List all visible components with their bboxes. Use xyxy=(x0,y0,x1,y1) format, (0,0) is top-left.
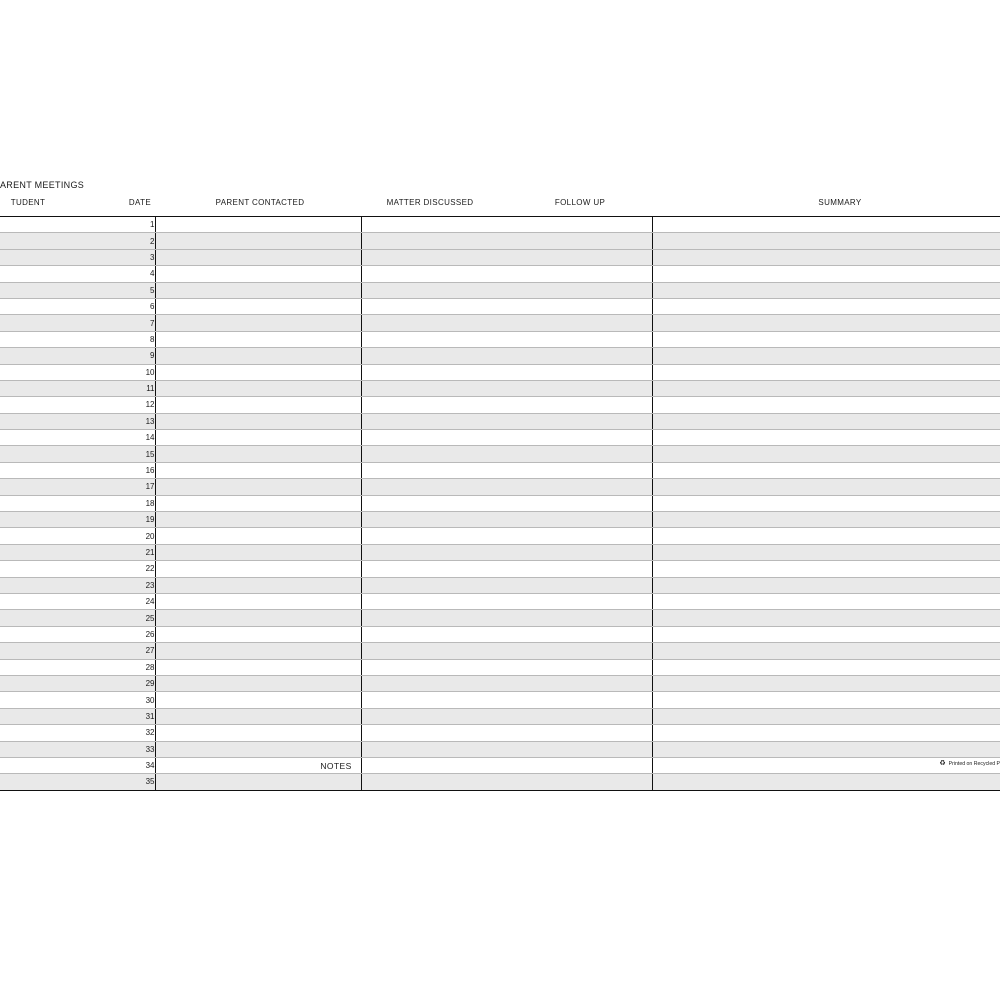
row-number-cell: 32 xyxy=(0,725,155,741)
summary-cell[interactable] xyxy=(652,364,1000,380)
row-number-cell: 4 xyxy=(0,266,155,282)
row-number-cell: 15 xyxy=(0,446,155,462)
summary-cell[interactable] xyxy=(652,479,1000,495)
row-number-cell: 20 xyxy=(0,528,155,544)
summary-cell[interactable] xyxy=(652,282,1000,298)
row-number-cell: 11 xyxy=(0,380,155,396)
row-number-cell: 26 xyxy=(0,626,155,642)
matter-discussed-cell[interactable] xyxy=(361,462,652,478)
summary-cell[interactable] xyxy=(652,577,1000,593)
table-row xyxy=(0,659,1000,675)
summary-cell[interactable] xyxy=(652,217,1000,233)
summary-cell[interactable] xyxy=(652,675,1000,691)
column-header-date: DATE xyxy=(128,198,152,207)
row-number-cell: 19 xyxy=(0,512,155,528)
table-row xyxy=(0,331,1000,347)
matter-discussed-cell[interactable] xyxy=(361,266,652,282)
date-cell[interactable] xyxy=(155,774,361,790)
row-number-cell: 23 xyxy=(0,577,155,593)
row-number-cell: 8 xyxy=(0,331,155,347)
summary-cell[interactable] xyxy=(652,331,1000,347)
summary-cell[interactable] xyxy=(652,380,1000,396)
table-row xyxy=(0,708,1000,724)
summary-cell[interactable] xyxy=(652,397,1000,413)
row-number-cell: 6 xyxy=(0,298,155,314)
column-header-student: TUDENT xyxy=(10,198,46,207)
matter-discussed-cell[interactable] xyxy=(361,561,652,577)
table-row xyxy=(0,692,1000,708)
form-table xyxy=(0,217,1000,790)
page-title: ARENT MEETINGS xyxy=(0,180,85,190)
row-number-cell: 24 xyxy=(0,593,155,609)
matter-discussed-cell[interactable] xyxy=(361,479,652,495)
date-cell[interactable] xyxy=(155,266,361,282)
matter-discussed-cell[interactable] xyxy=(361,249,652,265)
column-header-parent-contacted: PARENT CONTACTED xyxy=(215,198,305,207)
table-row xyxy=(0,282,1000,298)
summary-cell[interactable] xyxy=(652,348,1000,364)
summary-cell[interactable] xyxy=(652,249,1000,265)
summary-cell[interactable] xyxy=(652,512,1000,528)
matter-discussed-cell[interactable] xyxy=(361,708,652,724)
row-number-cell: 22 xyxy=(0,561,155,577)
matter-discussed-cell[interactable] xyxy=(361,298,652,314)
row-number-cell: 16 xyxy=(0,462,155,478)
matter-discussed-cell[interactable] xyxy=(361,643,652,659)
column-header-row xyxy=(0,198,1000,216)
matter-discussed-cell[interactable] xyxy=(361,610,652,626)
matter-discussed-cell[interactable] xyxy=(361,364,652,380)
row-number-cell: 27 xyxy=(0,643,155,659)
matter-discussed-cell[interactable] xyxy=(361,675,652,691)
summary-cell[interactable] xyxy=(652,462,1000,478)
table-row xyxy=(0,643,1000,659)
matter-discussed-cell[interactable] xyxy=(361,544,652,560)
row-number-cell: 28 xyxy=(0,659,155,675)
matter-discussed-cell[interactable] xyxy=(361,495,652,511)
table-row xyxy=(0,774,1000,790)
table-row xyxy=(0,397,1000,413)
table-row xyxy=(0,380,1000,396)
summary-cell[interactable] xyxy=(652,692,1000,708)
table-row xyxy=(0,675,1000,691)
date-cell[interactable] xyxy=(155,610,361,626)
summary-cell[interactable] xyxy=(652,430,1000,446)
row-number-cell: 33 xyxy=(0,741,155,757)
date-cell[interactable] xyxy=(155,364,361,380)
date-cell[interactable] xyxy=(155,725,361,741)
table-row xyxy=(0,577,1000,593)
summary-cell[interactable] xyxy=(652,725,1000,741)
table-row xyxy=(0,430,1000,446)
table-row xyxy=(0,528,1000,544)
date-cell[interactable] xyxy=(155,298,361,314)
date-cell[interactable] xyxy=(155,528,361,544)
table-row xyxy=(0,217,1000,233)
row-number-cell: 25 xyxy=(0,610,155,626)
row-number-cell: 7 xyxy=(0,315,155,331)
date-cell[interactable] xyxy=(155,659,361,675)
date-cell[interactable] xyxy=(155,675,361,691)
table-row xyxy=(0,512,1000,528)
summary-cell[interactable] xyxy=(652,593,1000,609)
date-cell[interactable] xyxy=(155,446,361,462)
row-number-cell: 35 xyxy=(0,774,155,790)
table-row xyxy=(0,364,1000,380)
row-number-cell: 2 xyxy=(0,233,155,249)
matter-discussed-cell[interactable] xyxy=(361,380,652,396)
matter-discussed-cell[interactable] xyxy=(361,659,652,675)
table-row xyxy=(0,462,1000,478)
row-number-cell: 14 xyxy=(0,430,155,446)
table-row xyxy=(0,413,1000,429)
summary-cell[interactable] xyxy=(652,528,1000,544)
table-row xyxy=(0,249,1000,265)
summary-cell[interactable] xyxy=(652,315,1000,331)
matter-discussed-cell[interactable] xyxy=(361,774,652,790)
summary-cell[interactable] xyxy=(652,626,1000,642)
table-row xyxy=(0,233,1000,249)
date-cell[interactable] xyxy=(155,577,361,593)
row-number-cell: 1 xyxy=(0,217,155,233)
recycle-icon: ♻ xyxy=(939,760,946,767)
date-cell[interactable] xyxy=(155,692,361,708)
date-cell[interactable] xyxy=(155,430,361,446)
date-cell[interactable] xyxy=(155,593,361,609)
date-cell[interactable] xyxy=(155,708,361,724)
summary-cell[interactable] xyxy=(652,708,1000,724)
row-number-cell: 29 xyxy=(0,675,155,691)
summary-cell[interactable] xyxy=(652,741,1000,757)
date-cell[interactable] xyxy=(155,462,361,478)
date-cell[interactable] xyxy=(155,479,361,495)
summary-cell[interactable] xyxy=(652,233,1000,249)
date-cell[interactable] xyxy=(155,544,361,560)
date-cell[interactable] xyxy=(155,315,361,331)
summary-cell[interactable] xyxy=(652,659,1000,675)
table-row xyxy=(0,266,1000,282)
summary-cell[interactable] xyxy=(652,298,1000,314)
summary-cell[interactable] xyxy=(652,643,1000,659)
date-cell[interactable] xyxy=(155,331,361,347)
table-row xyxy=(0,298,1000,314)
column-header-follow-up: FOLLOW UP xyxy=(554,198,606,207)
summary-cell[interactable] xyxy=(652,446,1000,462)
table-row xyxy=(0,741,1000,757)
table-row xyxy=(0,479,1000,495)
summary-cell[interactable] xyxy=(652,495,1000,511)
matter-discussed-cell[interactable] xyxy=(361,741,652,757)
date-cell[interactable] xyxy=(155,643,361,659)
table-row xyxy=(0,610,1000,626)
matter-discussed-cell[interactable] xyxy=(361,413,652,429)
matter-discussed-cell[interactable] xyxy=(361,577,652,593)
matter-discussed-cell[interactable] xyxy=(361,446,652,462)
recycled-paper-notice xyxy=(939,760,1000,767)
row-number-cell: 31 xyxy=(0,708,155,724)
matter-discussed-cell[interactable] xyxy=(361,233,652,249)
table-row xyxy=(0,315,1000,331)
summary-cell[interactable] xyxy=(652,544,1000,560)
notes-label: NOTES xyxy=(320,761,352,771)
row-number-cell: 3 xyxy=(0,249,155,265)
date-cell[interactable] xyxy=(155,512,361,528)
date-cell[interactable] xyxy=(155,741,361,757)
row-number-cell: 34 xyxy=(0,757,155,773)
date-cell[interactable] xyxy=(155,397,361,413)
date-cell[interactable] xyxy=(155,495,361,511)
date-cell[interactable] xyxy=(155,413,361,429)
summary-cell[interactable] xyxy=(652,774,1000,790)
column-header-summary: SUMMARY xyxy=(818,198,862,207)
row-number-cell: 21 xyxy=(0,544,155,560)
summary-cell[interactable] xyxy=(652,561,1000,577)
matter-discussed-cell[interactable] xyxy=(361,315,652,331)
date-cell[interactable] xyxy=(155,348,361,364)
row-number-cell: 5 xyxy=(0,282,155,298)
matter-discussed-cell[interactable] xyxy=(361,528,652,544)
matter-discussed-cell[interactable] xyxy=(361,348,652,364)
table-row xyxy=(0,725,1000,741)
row-number-cell: 9 xyxy=(0,348,155,364)
table-row xyxy=(0,593,1000,609)
row-number-cell: 30 xyxy=(0,692,155,708)
matter-discussed-cell[interactable] xyxy=(361,397,652,413)
recycled-paper-text: Printed on Recycled P xyxy=(948,760,1000,767)
row-number-cell: 12 xyxy=(0,397,155,413)
matter-discussed-cell[interactable] xyxy=(361,331,652,347)
table-row xyxy=(0,544,1000,560)
table-row xyxy=(0,561,1000,577)
row-number-cell: 17 xyxy=(0,479,155,495)
row-number-cell: 13 xyxy=(0,413,155,429)
date-cell[interactable] xyxy=(155,233,361,249)
matter-discussed-cell[interactable] xyxy=(361,626,652,642)
matter-discussed-cell[interactable] xyxy=(361,217,652,233)
summary-cell[interactable] xyxy=(652,413,1000,429)
date-cell[interactable] xyxy=(155,249,361,265)
matter-discussed-cell[interactable] xyxy=(361,282,652,298)
row-number-cell: 10 xyxy=(0,364,155,380)
date-cell[interactable] xyxy=(155,626,361,642)
matter-discussed-cell[interactable] xyxy=(361,512,652,528)
matter-discussed-cell[interactable] xyxy=(361,430,652,446)
row-number-cell: 18 xyxy=(0,495,155,511)
column-header-matter-discussed: MATTER DISCUSSED xyxy=(386,198,474,207)
printed-form-sheet xyxy=(0,168,1000,787)
matter-discussed-cell[interactable] xyxy=(361,692,652,708)
table-row xyxy=(0,446,1000,462)
summary-cell[interactable] xyxy=(652,266,1000,282)
form-grid xyxy=(0,216,1000,791)
table-row xyxy=(0,626,1000,642)
table-row xyxy=(0,495,1000,511)
summary-cell[interactable] xyxy=(652,610,1000,626)
date-cell[interactable] xyxy=(155,380,361,396)
date-cell[interactable] xyxy=(155,282,361,298)
matter-discussed-cell[interactable] xyxy=(361,593,652,609)
table-row xyxy=(0,348,1000,364)
matter-discussed-cell[interactable] xyxy=(361,725,652,741)
date-cell[interactable] xyxy=(155,217,361,233)
date-cell[interactable] xyxy=(155,561,361,577)
